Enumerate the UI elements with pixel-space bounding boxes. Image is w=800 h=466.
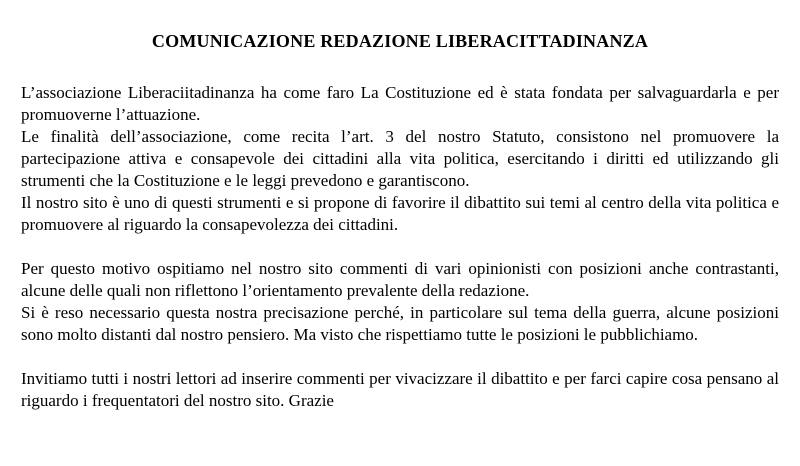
paragraph: Il nostro sito è uno di questi strumenti e si propone di favorire il dibattito sui temi al centro della vita politica e promuovere al riguardo la consapevolezza dei cittadini.	[21, 193, 779, 234]
paragraph-block-intro	[21, 82, 779, 236]
paragraph-block-positions	[21, 258, 779, 346]
document-title: COMUNICAZIONE REDAZIONE LIBERACITTADINANZA	[151, 31, 649, 51]
paragraph: L’associazione Liberaciitadinanza ha come faro La Costituzione ed è stata fondata per salvaguardarla e per promuoverne l’attuazione.	[21, 83, 779, 124]
paragraph: Si è reso necessario questa nostra precisazione perché, in particolare sul tema della guerra, alcune posizioni sono molto distanti dal nostro pensiero. Ma visto che rispettiamo tutte le posizioni le pubblichiamo.	[21, 303, 779, 344]
paragraph-block-invitation	[21, 368, 779, 412]
paragraph: Invitiamo tutti i nostri lettori ad inserire commenti per vivacizzare il dibattito e per farci capire cosa pensano al riguardo i frequentatori del nostro sito. Grazie	[21, 369, 779, 410]
paragraph: Per questo motivo ospitiamo nel nostro sito commenti di vari opinionisti con posizioni anche contrastanti, alcune delle quali non riflettono l’orientamento prevalente della redazione.	[21, 259, 779, 300]
paragraph: Le finalità dell’associazione, come recita l’art. 3 del nostro Statuto, consistono nel promuovere la partecipazione attiva e consapevole dei cittadini alla vita politica, esercitando i diritti ed utilizzando gli strumenti che la Costituzione e le leggi prevedono e garantiscono.	[21, 127, 779, 190]
